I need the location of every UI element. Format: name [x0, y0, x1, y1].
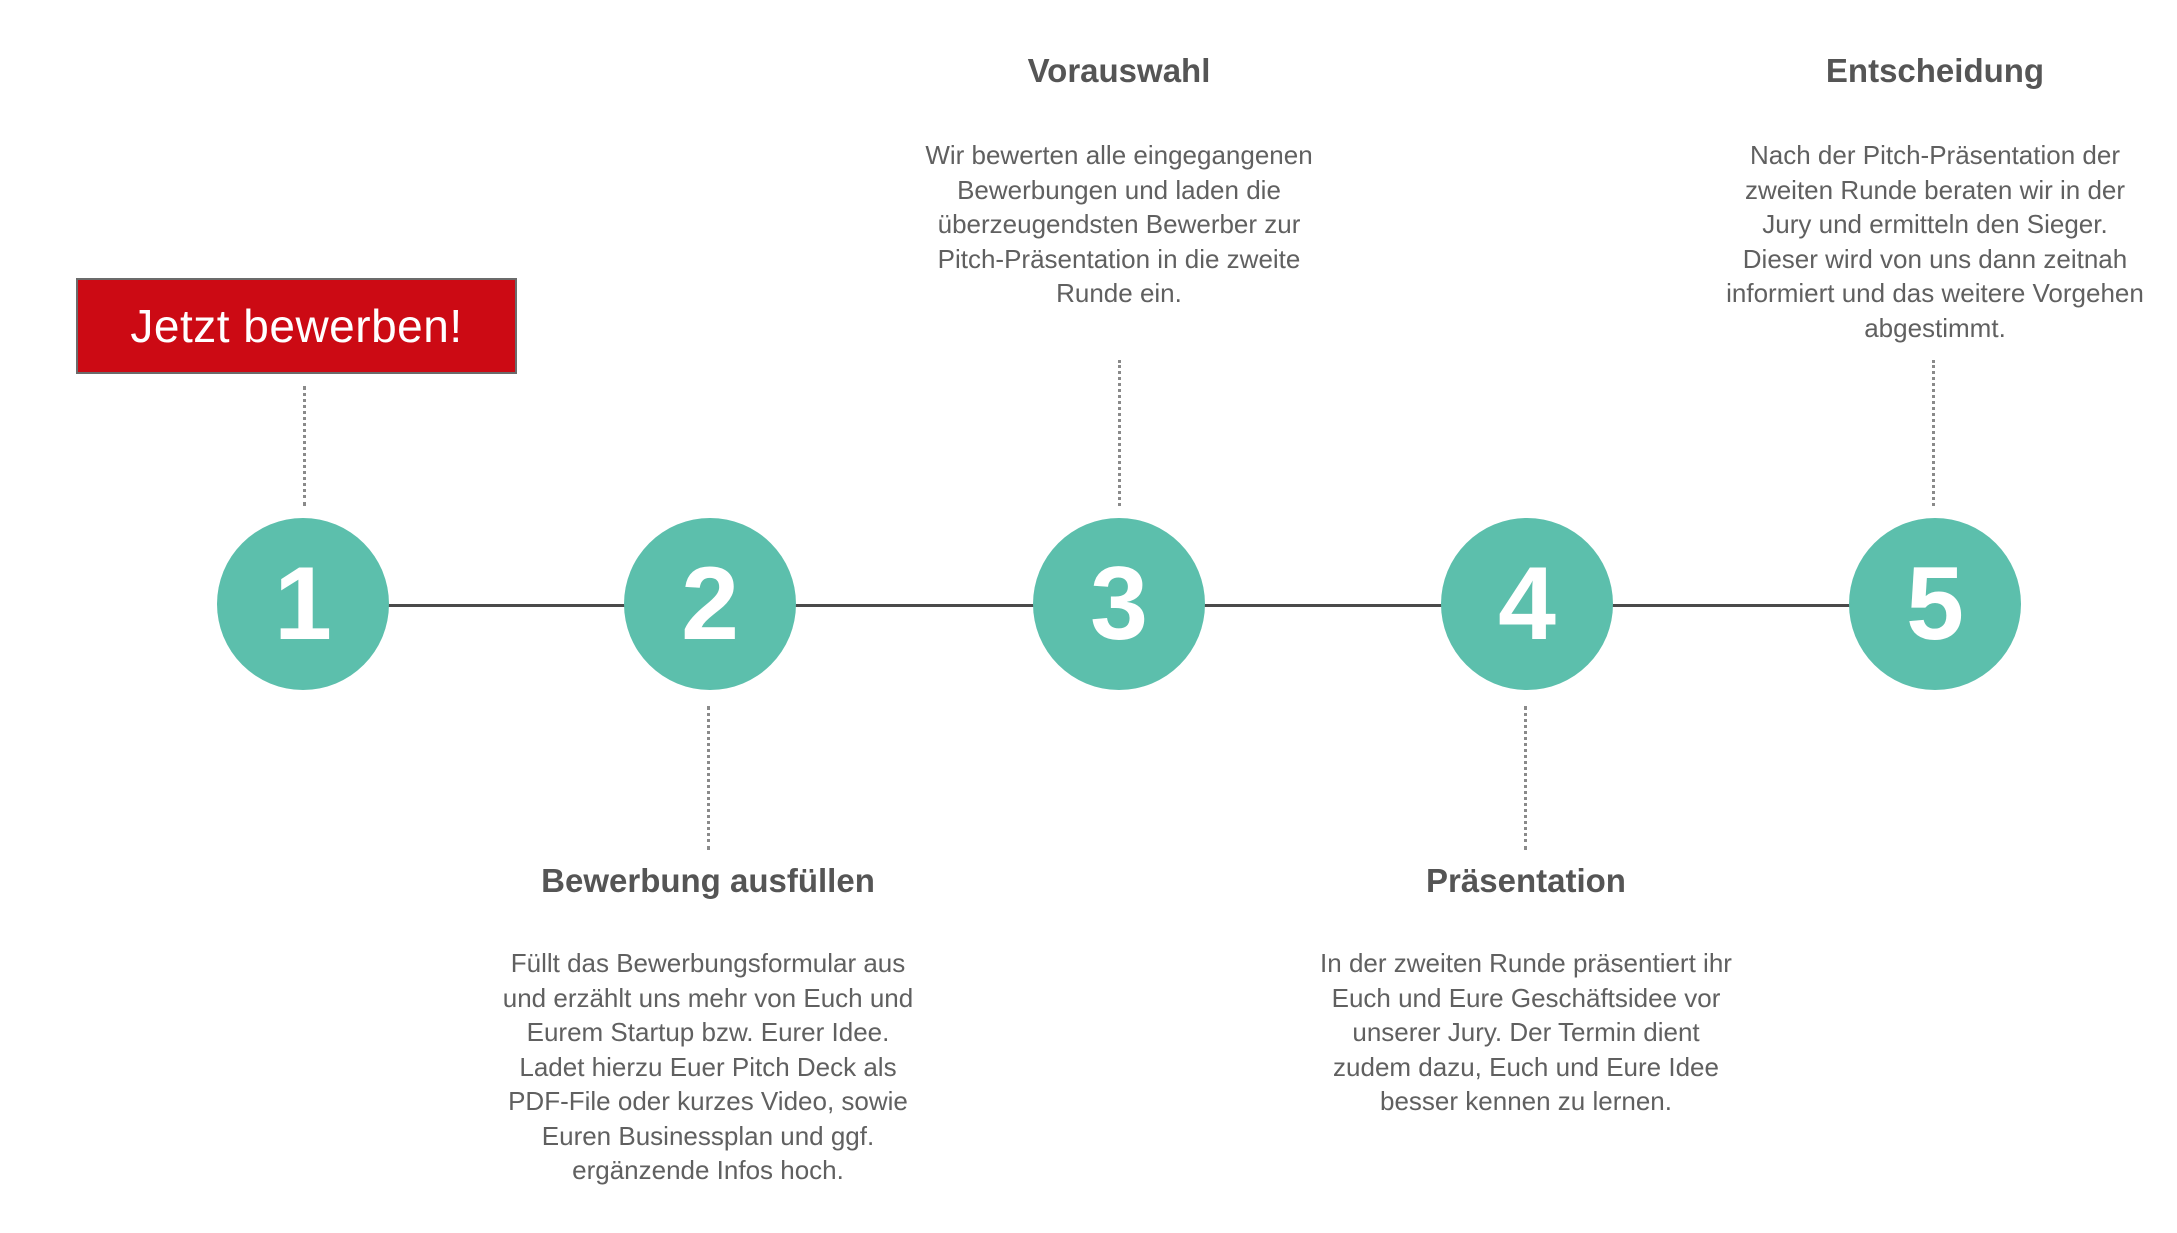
connector-step-4	[1524, 706, 1527, 850]
step-4-title: Präsentation	[1426, 862, 1626, 899]
step-2-description: Füllt das Bewerbungsformular aus und erzählt uns mehr von Euch und Eurem Startup bzw. Eurer Idee. Ladet hierzu Euer Pitch Deck als PDF-File oder kurzes Video, sowie Euren Businessplan und ggf. ergänzende Infos hoch.	[502, 948, 914, 1185]
step-1-circle	[217, 518, 389, 690]
connector-step-5	[1932, 360, 1935, 506]
step-3-number: 3	[1090, 545, 1148, 662]
step-2-number: 2	[681, 545, 739, 662]
step-5-circle	[1849, 518, 2021, 690]
step-4-description: In der zweiten Runde präsentiert ihr Euch und Eure Geschäftsidee vor unserer Jury. Der Termin dient zudem dazu, Euch und Eure Idee besser kennen zu lernen.	[1320, 948, 1732, 1116]
step-5-description: Nach der Pitch-Präsentation der zweiten Runde beraten wir in der Jury und ermitteln den Sieger. Dieser wird von uns dann zeitnah informiert und das weitere Vorgehen abgestimmt.	[1726, 140, 2144, 343]
step-3-title: Vorauswahl	[1027, 52, 1211, 89]
step-4-circle	[1441, 518, 1613, 690]
step-5-number: 5	[1906, 545, 1964, 662]
apply-now-button[interactable]: Jetzt bewerben!	[76, 278, 517, 374]
connector-step-2	[707, 706, 710, 850]
step-3-description: Wir bewerten alle eingegangenen Bewerbungen und laden die überzeugendsten Bewerber zur Pitch-Präsentation in die zweite Runde ein.	[925, 140, 1313, 308]
connector-step-3	[1118, 360, 1121, 506]
step-2-circle	[624, 518, 796, 690]
connector-step-1	[303, 386, 306, 506]
step-5-title: Entscheidung	[1825, 52, 2045, 89]
step-3-circle	[1033, 518, 1205, 690]
step-2-title: Bewerbung ausfüllen	[541, 862, 875, 899]
step-4-number: 4	[1498, 545, 1556, 662]
step-1-number: 1	[274, 545, 332, 662]
